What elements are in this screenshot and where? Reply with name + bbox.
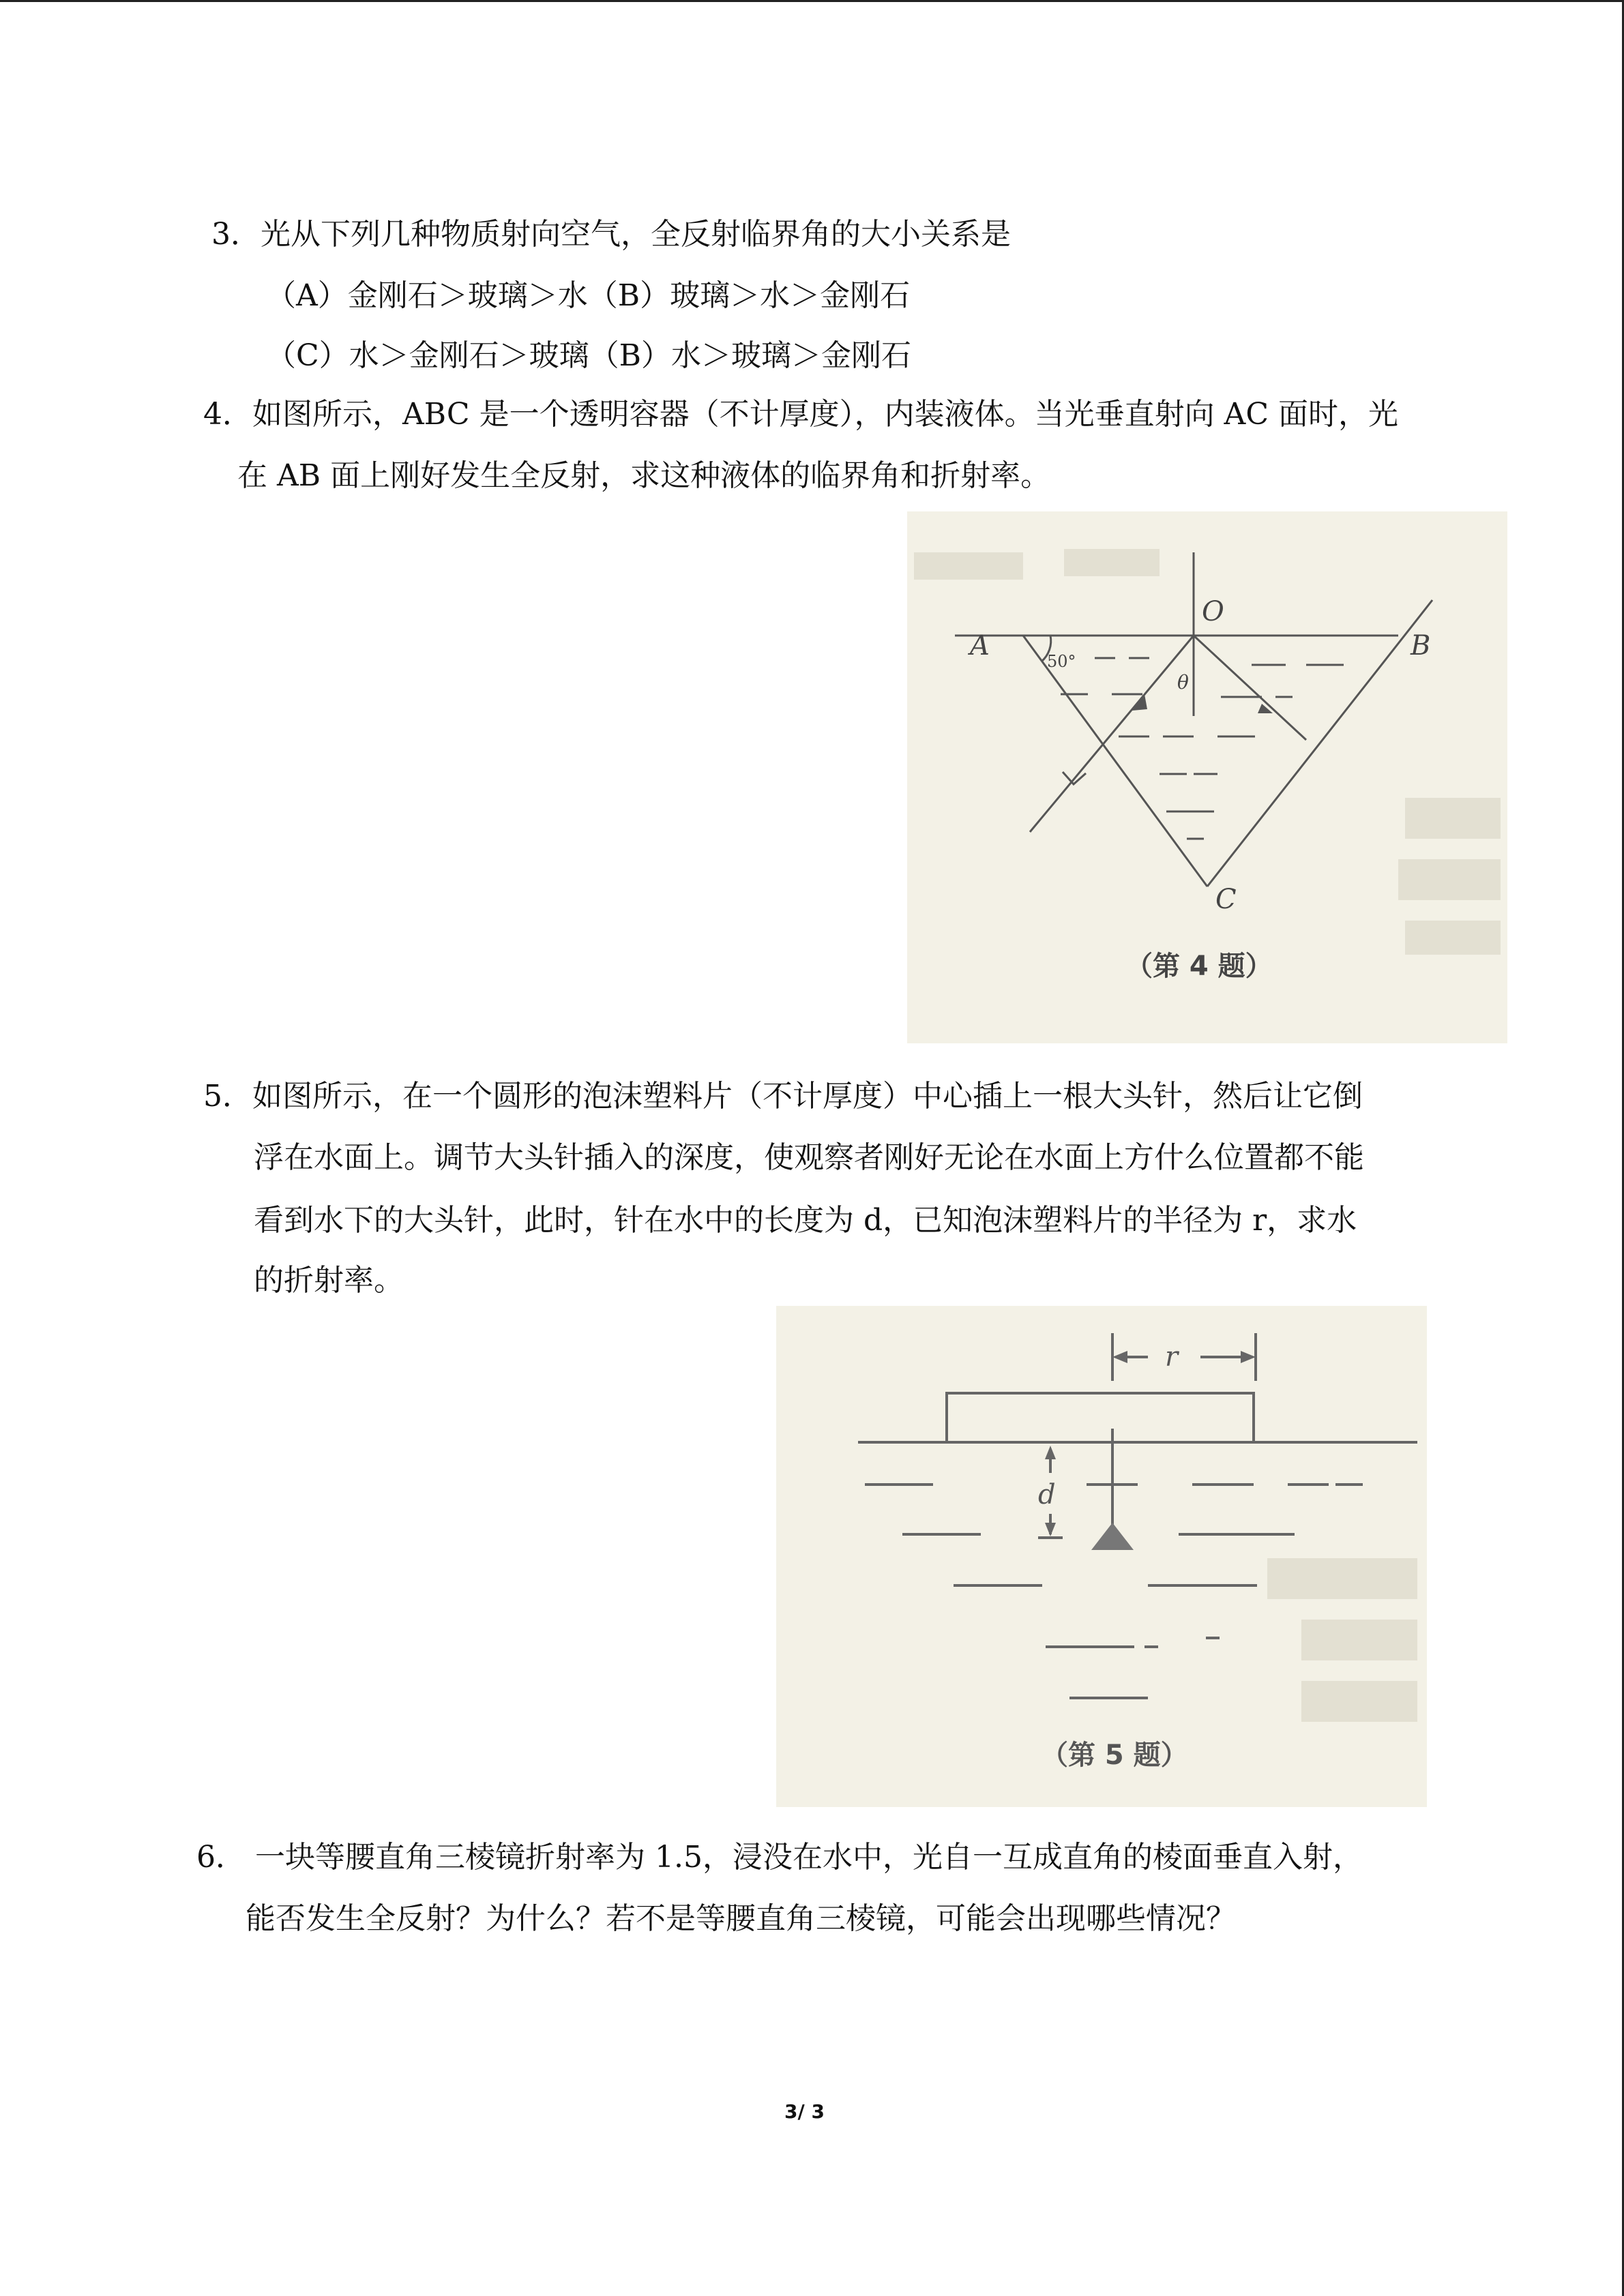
page-number: 3/ 3 — [784, 2100, 825, 2123]
q5-line3: 看到水下的大头针，此时，针在水中的长度为 d，已知泡沫塑料片的半径为 r，求水 — [254, 1203, 1357, 1238]
q4-label-c: C — [1215, 884, 1237, 915]
q4-figure — [907, 511, 1507, 1043]
q4-line2: 在 AB 面上刚好发生全反射，求这种液体的临界角和折射率。 — [237, 458, 1051, 493]
q4-line1: 4．如图所示，ABC 是一个透明容器（不计厚度），内装液体。当光垂直射向 AC 面时，光 — [203, 397, 1398, 432]
q4-label-angle: 50° — [1047, 652, 1076, 671]
q4-label-b: B — [1411, 630, 1431, 661]
q3-options-line1: （A）金刚石＞玻璃＞水（B）玻璃＞水＞金刚石 — [266, 278, 911, 313]
q4-label-theta: θ — [1177, 671, 1189, 694]
q4-label-o: O — [1202, 596, 1224, 627]
q6-line1: 6． 一块等腰直角三棱镜折射率为 1.5，浸没在水中，光自一互成直角的棱面垂直入射， — [196, 1840, 1363, 1875]
q4-figure-diagram — [907, 511, 1507, 1043]
page-border-top — [0, 0, 1624, 2]
q4-label-a: A — [970, 630, 990, 661]
q3-options-line2: （C）水＞金刚石＞玻璃（B）水＞玻璃＞金刚石 — [266, 338, 911, 373]
q5-line2: 浮在水面上。调节大头针插入的深度，使观察者刚好无论在水面上方什么位置都不能 — [254, 1140, 1364, 1175]
q5-line4: 的折射率。 — [254, 1263, 404, 1298]
q5-figure-diagram — [776, 1306, 1427, 1807]
q5-line1: 5．如图所示，在一个圆形的泡沫塑料片（不计厚度）中心插上一根大头针，然后让它倒 — [203, 1079, 1363, 1114]
q5-label-r: r — [1165, 1341, 1179, 1373]
q5-figure — [776, 1306, 1427, 1807]
q5-caption: （第 5 题） — [1041, 1740, 1188, 1771]
q3-stem: 3．光从下列几种物质射向空气，全反射临界角的大小关系是 — [211, 217, 1011, 252]
q4-caption: （第 4 题） — [1125, 951, 1273, 982]
q5-label-d: d — [1038, 1479, 1056, 1510]
q6-line2: 能否发生全反射？为什么？若不是等腰直角三棱镜，可能会出现哪些情况？ — [246, 1901, 1236, 1936]
